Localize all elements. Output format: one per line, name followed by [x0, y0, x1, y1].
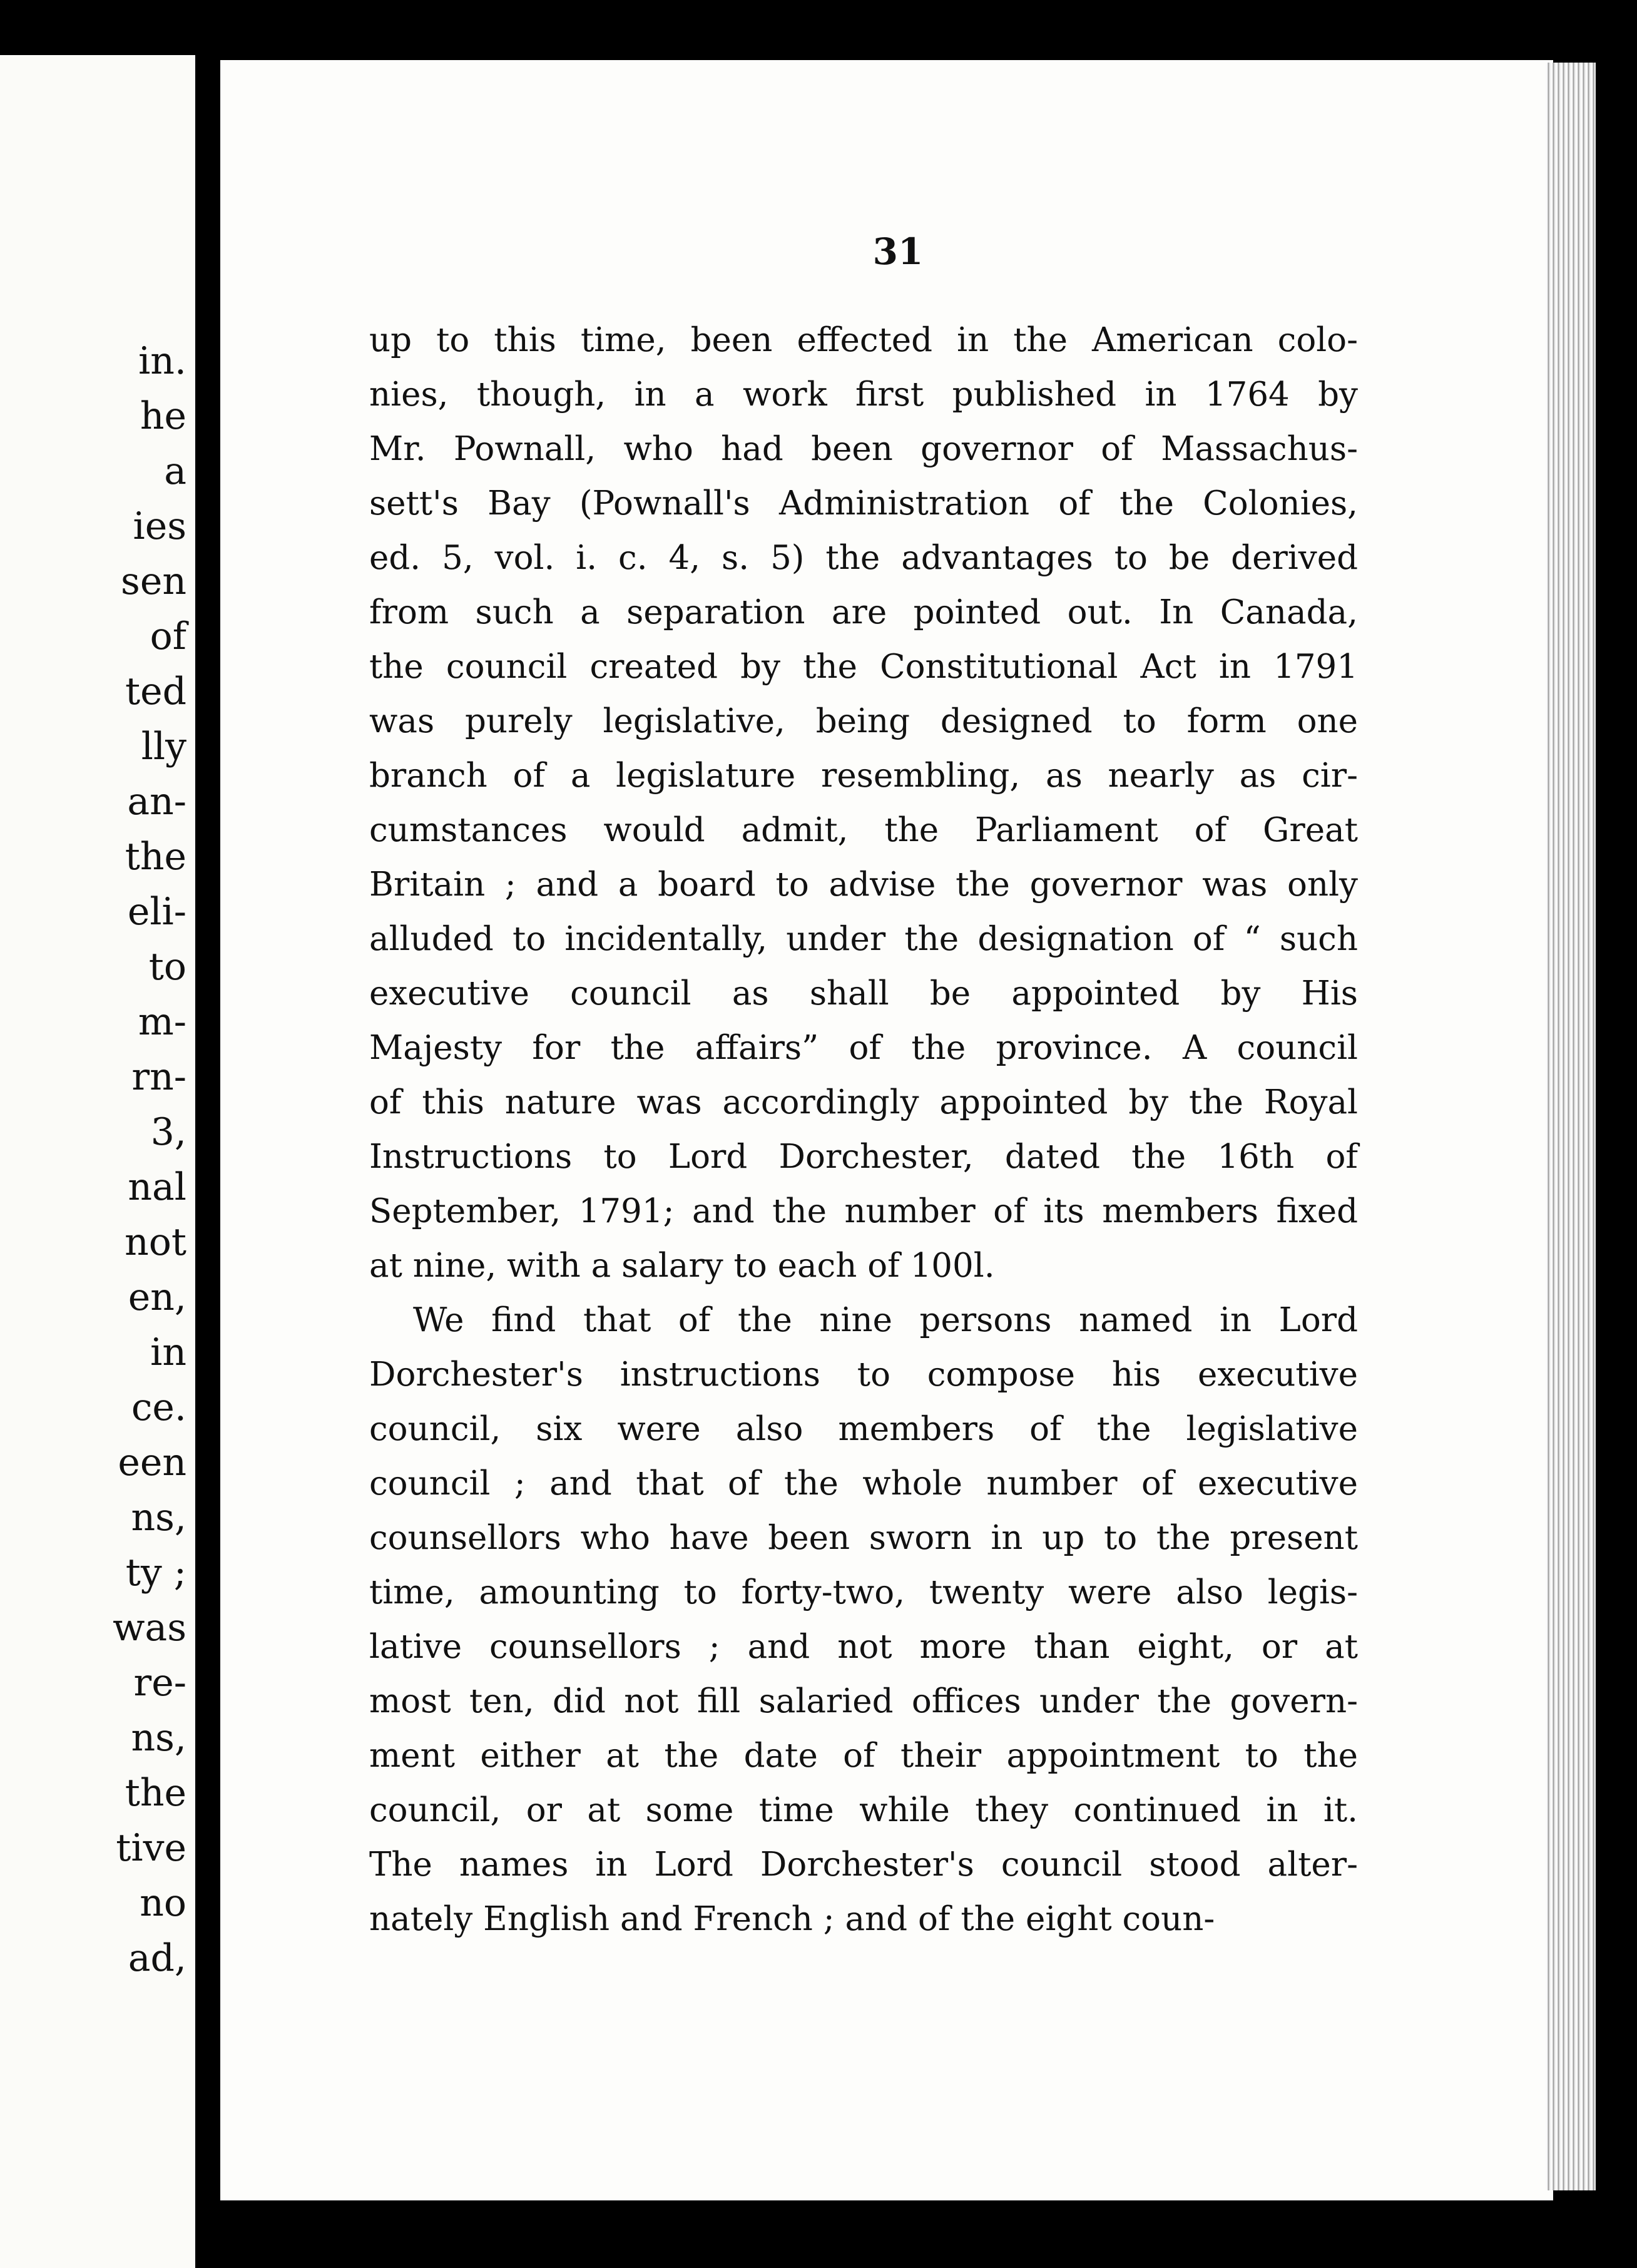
left-facing-page [0, 55, 195, 2268]
left-page-fragment: ns, [131, 1496, 186, 1540]
left-page-fragment: eli- [127, 890, 186, 934]
text-line: at nine, with a salary to each of 100l. [369, 1247, 995, 1285]
left-page-fragment: lly [141, 725, 186, 769]
text-line: executive council as shall be appointed by His [369, 974, 1358, 1013]
text-line: from such a separation are pointed out. In Canada, [369, 593, 1358, 631]
page-body-text [369, 313, 1358, 1946]
text-line: Britain ; and a board to advise the governor was only [369, 866, 1358, 904]
text-line: up to this time, been effected in the American colo- [369, 321, 1358, 359]
left-page-fragment: een [118, 1441, 186, 1484]
left-page-fragment: not [125, 1220, 186, 1264]
text-line: The names in Lord Dorchester's council stood alter- [369, 1846, 1358, 1884]
left-page-fragment: m- [138, 1000, 186, 1044]
left-page-fragment: sen [121, 559, 186, 603]
text-line: the council created by the Constitutional Act in 1791 [369, 648, 1358, 686]
text-line: September, 1791; and the number of its members fixed [369, 1192, 1358, 1230]
text-line: Mr. Pownall, who had been governor of Massachus- [369, 430, 1358, 468]
text-line: We find that of the nine persons named in Lord [413, 1301, 1358, 1339]
left-page-fragment: ty ; [125, 1551, 186, 1595]
page-number: 31 [872, 230, 924, 273]
left-page-text-fragments [113, 334, 186, 1986]
text-line: Majesty for the affairs” of the province. A council [369, 1029, 1358, 1067]
text-line: time, amounting to forty-two, twenty were also legis- [369, 1573, 1358, 1612]
left-page-fragment: ce. [131, 1386, 186, 1429]
left-page-fragment: 3, [150, 1110, 186, 1154]
left-page-fragment: nal [128, 1165, 186, 1209]
text-line: lative counsellors ; and not more than eight, or at [369, 1628, 1358, 1666]
text-line: Instructions to Lord Dorchester, dated the 16th of [369, 1138, 1358, 1176]
text-line: sett's Bay (Pownall's Administration of the Colonies, [369, 484, 1358, 523]
text-line: ment either at the date of their appointment to the [369, 1737, 1358, 1775]
left-page-fragment: re- [133, 1661, 186, 1705]
paragraph [369, 1293, 1358, 1946]
left-page-fragment: he [140, 394, 186, 438]
text-line: council, six were also members of the legislative [369, 1410, 1358, 1448]
text-line: most ten, did not fill salaried offices under the govern- [369, 1682, 1358, 1720]
left-page-fragment: was [113, 1606, 186, 1650]
left-page-fragment: the [125, 1771, 186, 1815]
left-page-fragment: of [150, 615, 186, 658]
text-line: ed. 5, vol. i. c. 4, s. 5) the advantages to be derived [369, 539, 1358, 577]
left-page-fragment: to [148, 945, 186, 989]
text-line: council, or at some time while they continued in it. [369, 1791, 1358, 1829]
left-page-fragment: en, [128, 1275, 186, 1319]
left-page-fragment: an- [127, 780, 186, 824]
text-line: nately English and French ; and of the eight coun- [369, 1900, 1215, 1938]
text-line: counsellors who have been sworn in up to the present [369, 1519, 1358, 1557]
text-line: nies, though, in a work first published in 1764 by [369, 375, 1358, 414]
left-page-fragment: the [125, 835, 186, 879]
book-gutter [195, 55, 220, 2268]
left-page-fragment: tive [116, 1826, 186, 1870]
text-line: cumstances would admit, the Parliament of Great [369, 811, 1358, 849]
paragraph [369, 313, 1358, 1293]
left-page-fragment: ies [133, 504, 186, 548]
left-page-fragment: rn- [131, 1055, 186, 1099]
left-page-fragment: in [150, 1331, 186, 1374]
page-edge-stack [1546, 63, 1596, 2190]
left-page-fragment: no [140, 1881, 186, 1925]
left-page-fragment: ted [125, 670, 186, 713]
left-page-fragment: ns, [131, 1716, 186, 1760]
left-page-fragment: in. [138, 339, 186, 383]
text-line: Dorchester's instructions to compose his executive [369, 1356, 1358, 1394]
text-line: branch of a legislature resembling, as nearly as cir- [369, 757, 1358, 795]
text-line: was purely legislative, being designed to form one [369, 702, 1358, 740]
text-line: of this nature was accordingly appointed by the Royal [369, 1083, 1358, 1121]
left-page-fragment: a [164, 449, 186, 493]
text-line: council ; and that of the whole number of executive [369, 1464, 1358, 1503]
text-line: alluded to incidentally, under the designation of “ such [369, 920, 1358, 958]
left-page-fragment: ad, [128, 1936, 186, 1980]
